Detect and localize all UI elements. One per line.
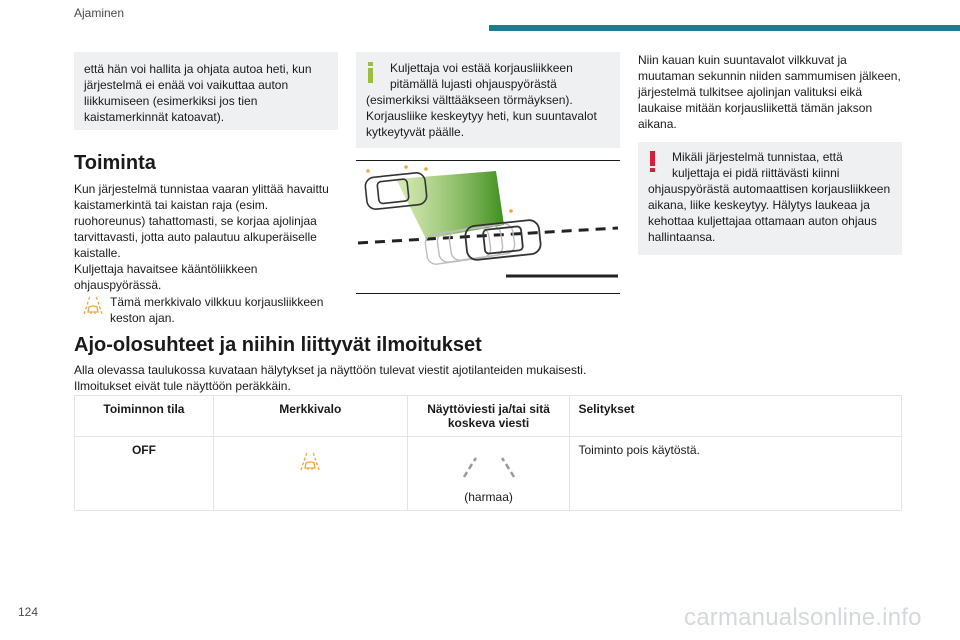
lane-correction-svg — [356, 161, 620, 293]
info-icon — [368, 62, 374, 83]
page-number: 124 — [18, 605, 39, 619]
exclamation-icon — [650, 151, 656, 173]
turn-signal-para: Niin kauan kuin suuntavalot vilkkuvat ja muutaman sekunnin niiden sammumisen jälkeen, järjestelmä tulkitsee ajolinjan valituksi eikä laukaise mitään korjausliikettä tämän jakson aikana. — [638, 53, 901, 131]
table-header-cell: Näyttöviesti ja/tai sitä koskeva viesti — [407, 396, 570, 437]
info-text-line1: Kuljettaja voi estää korjausliikkeen pitämällä lujasti ohjauspyörästä — [390, 61, 573, 91]
section-desc-line1: Alla olevassa taulukossa kuvataan hälytykset ja näyttöön tulevat viestit ajotilanteiden mukaisesti. — [74, 363, 587, 377]
table-header-cell: Toiminnon tila — [75, 396, 214, 437]
section-title: Ajo-olosuhteet ja niihin liittyvät ilmoitukset — [74, 334, 482, 356]
toiminta-heading: Toiminta — [74, 152, 156, 174]
lane-markings-icon — [458, 455, 520, 479]
table-cell-explanation: Toiminto pois käytöstä. — [570, 437, 902, 511]
section-description — [74, 362, 634, 394]
column-3 — [638, 52, 902, 255]
table-header-row — [75, 396, 902, 437]
lane-correction-illustration — [356, 160, 620, 294]
table-cell-state: OFF — [75, 437, 214, 511]
table-row — [75, 437, 902, 511]
info-box — [356, 52, 620, 148]
display-color-text: (harmaa) — [464, 490, 513, 504]
table-cell-display — [407, 437, 570, 511]
column-2 — [356, 52, 620, 294]
section-desc-line2: Ilmoitukset eivät tule näyttöön peräkkäin. — [74, 379, 291, 393]
header-section-title: Ajaminen — [74, 6, 125, 20]
lane-assist-warning-icon — [299, 451, 321, 471]
warning-text-line1: Mikäli järjestelmä tunnistaa, että kuljettaja ei pidä riittävästi kiinni — [672, 150, 843, 180]
info-text-line2: (esimerkiksi välttääkseen törmäyksen). Korjausliike keskeytyy heti, kun suuntavalot kytkeytyvät päälle. — [366, 93, 597, 139]
watermark: carmanualsonline.info — [684, 604, 922, 631]
toiminta-para2: Kuljettaja havaitsee kääntöliikkeen ohjauspyörässä. — [74, 262, 258, 292]
table-cell-lamp — [213, 437, 407, 511]
table-header-cell: Selitykset — [570, 396, 902, 437]
lamp-note-row — [74, 294, 338, 326]
toiminta-para1: Kun järjestelmä tunnistaa vaaran ylittää havaittu kaistamerkintä tai kaistan raja (esim. ruohoreunus) tahattomasti, se korjaa ajolinjaa tarvittavasti, jotta auto palautuu alkuperäiselle kaistalle. — [74, 182, 329, 260]
continuation-box — [74, 52, 338, 130]
lane-assist-warning-icon — [82, 295, 104, 315]
header-accent-bar — [489, 25, 960, 31]
column-1 — [74, 52, 338, 326]
conditions-table — [74, 395, 902, 511]
warning-box — [638, 142, 902, 255]
table-header-cell: Merkkivalo — [213, 396, 407, 437]
lamp-note-text: Tämä merkkivalo vilkkuu korjausliikkeen keston ajan. — [110, 295, 324, 325]
continuation-text: että hän voi hallita ja ohjata autoa heti, kun järjestelmä ei enää voi vaikuttaa auton liikkumiseen (esimerkiksi jos tien kaistamerkinnät katoavat). — [84, 62, 312, 124]
warning-text-line2: ohjauspyörästä automaattisen korjausliikkeen aikana, liike keskeytyy. Hälytys laukeaa ja kehottaa kuljettajaa ottamaan auton ohjaus hallintaansa. — [648, 182, 891, 244]
